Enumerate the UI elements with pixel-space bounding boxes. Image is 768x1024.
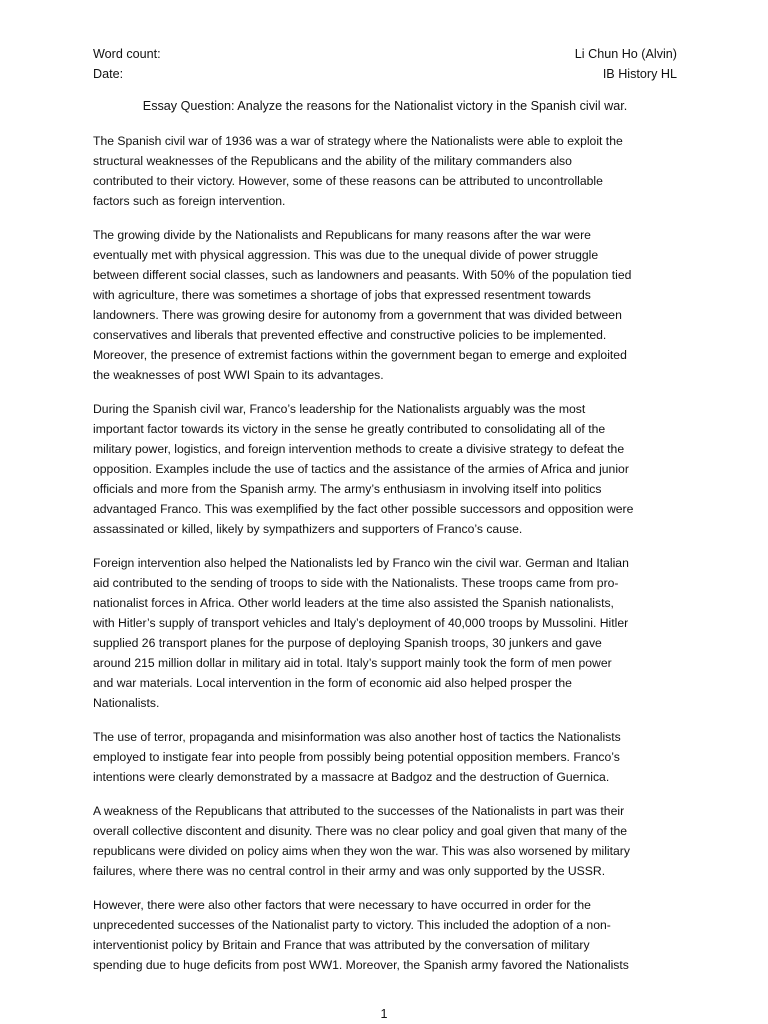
paragraph-line: and war materials. Local intervention in the form of economic aid also helped prosper the <box>93 676 572 690</box>
paragraph-line: unprecedented successes of the Nationalist party to victory. This included the adoption of a non- <box>93 918 611 932</box>
paragraph-line: republicans were divided on policy aims when they won the war. This was also worsened by military <box>93 844 630 858</box>
paragraph-line: opposition. Examples include the use of tactics and the assistance of the armies of Africa and junior <box>93 462 629 476</box>
header-row-1 <box>93 44 677 64</box>
author-name: Li Chun Ho (Alvin) <box>574 47 677 61</box>
date-label: Date: <box>93 67 124 81</box>
essay-paragraph <box>93 727 677 787</box>
paragraph-line: The growing divide by the Nationalists and Republicans for many reasons after the war were <box>93 228 591 242</box>
paragraph-line: nationalist forces in Africa. Other world leaders at the time also assisted the Spanish nationalists, <box>93 596 614 610</box>
paragraph-line: with Hitler’s supply of transport vehicles and Italy’s deployment of 40,000 troops by Mussolini. Hitler <box>93 616 629 630</box>
paragraph-line: with agriculture, there was sometimes a shortage of jobs that expressed resentment towards <box>93 288 591 302</box>
paragraph-line: A weakness of the Republicans that attributed to the successes of the Nationalists in part was their <box>93 804 625 818</box>
paragraph-line: around 215 million dollar in military aid in total. Italy’s support mainly took the form of men power <box>93 656 612 670</box>
paragraph-line: The Spanish civil war of 1936 was a war of strategy where the Nationalists were able to exploit the <box>93 134 623 148</box>
paragraph-line: Foreign intervention also helped the Nationalists led by Franco win the civil war. German and Italian <box>93 556 629 570</box>
essay-paragraph <box>93 801 677 881</box>
paragraph-line: Moreover, the presence of extremist factions within the government began to emerge and exploited <box>93 348 627 362</box>
paragraph-line: eventually met with physical aggression. This was due to the unequal divide of power struggle <box>93 248 599 262</box>
essay-paragraph <box>93 399 677 539</box>
paragraph-line: The use of terror, propaganda and misinformation was also another host of tactics the Nationalists <box>93 730 621 744</box>
paragraph-line: Nationalists. <box>93 696 160 710</box>
paragraph-line: overall collective discontent and disunity. There was no clear policy and goal given that many of the <box>93 824 628 838</box>
paragraph-line: conservatives and liberals that prevented effective and constructive policies to be implemented. <box>93 328 607 342</box>
paragraph-line: between different social classes, such as landowners and peasants. With 50% of the population tied <box>93 268 632 282</box>
essay-question: Essay Question: Analyze the reasons for the Nationalist victory in the Spanish civil war. <box>142 99 628 113</box>
essay-body <box>93 131 677 989</box>
paragraph-line: supplied 26 transport planes for the purpose of deploying Spanish troops, 30 junkers and gave <box>93 636 602 650</box>
paragraph-line: important factor towards its victory in the sense he greatly contributed to consolidating all of the <box>93 422 606 436</box>
essay-paragraph <box>93 553 677 713</box>
page-header <box>93 44 677 84</box>
paragraph-line: failures, where there was no central control in their army and was only supported by the USSR. <box>93 864 606 878</box>
paragraph-line: assassinated or killed, likely by sympathizers and supporters of Franco’s cause. <box>93 522 523 536</box>
paragraph-line: intentions were clearly demonstrated by a massacre at Badgoz and the destruction of Guernica. <box>93 770 610 784</box>
paragraph-line: employed to instigate fear into people from possibly being potential opposition members. Franco’s <box>93 750 620 764</box>
paragraph-line: landowners. There was growing desire for autonomy from a government that was divided between <box>93 308 622 322</box>
paragraph-line: However, there were also other factors that were necessary to have occurred in order for the <box>93 898 591 912</box>
paragraph-line: the weaknesses of post WWI Spain to its advantages. <box>93 368 384 382</box>
paragraph-line: advantaged Franco. This was exemplified by the fact other possible successors and opposition were <box>93 502 634 516</box>
course-name: IB History HL <box>602 67 677 81</box>
page-number: 1 <box>380 1007 388 1021</box>
paragraph-line: During the Spanish civil war, Franco’s leadership for the Nationalists arguably was the most <box>93 402 586 416</box>
essay-paragraph <box>93 225 677 385</box>
paragraph-line: structural weaknesses of the Republicans and the ability of the military commanders also <box>93 154 572 168</box>
paragraph-line: military power, logistics, and foreign intervention methods to create a divisive strategy to defeat the <box>93 442 625 456</box>
word-count-label: Word count: <box>93 47 161 61</box>
essay-paragraph <box>93 131 677 211</box>
paragraph-line: aid contributed to the sending of troops to side with the Nationalists. These troops came from pro- <box>93 576 619 590</box>
paragraph-line: spending due to huge deficits from post WW1. Moreover, the Spanish army favored the Nationalists <box>93 958 629 972</box>
paragraph-line: interventionist policy by Britain and France that was attributed by the conversation of military <box>93 938 590 952</box>
paragraph-line: officials and more from the Spanish army. The army’s enthusiasm in involving itself into politics <box>93 482 602 496</box>
header-row-2 <box>93 64 677 84</box>
paragraph-line: contributed to their victory. However, some of these reasons can be attributed to uncontrollable <box>93 174 603 188</box>
paragraph-line: factors such as foreign intervention. <box>93 194 286 208</box>
essay-paragraph <box>93 895 677 975</box>
